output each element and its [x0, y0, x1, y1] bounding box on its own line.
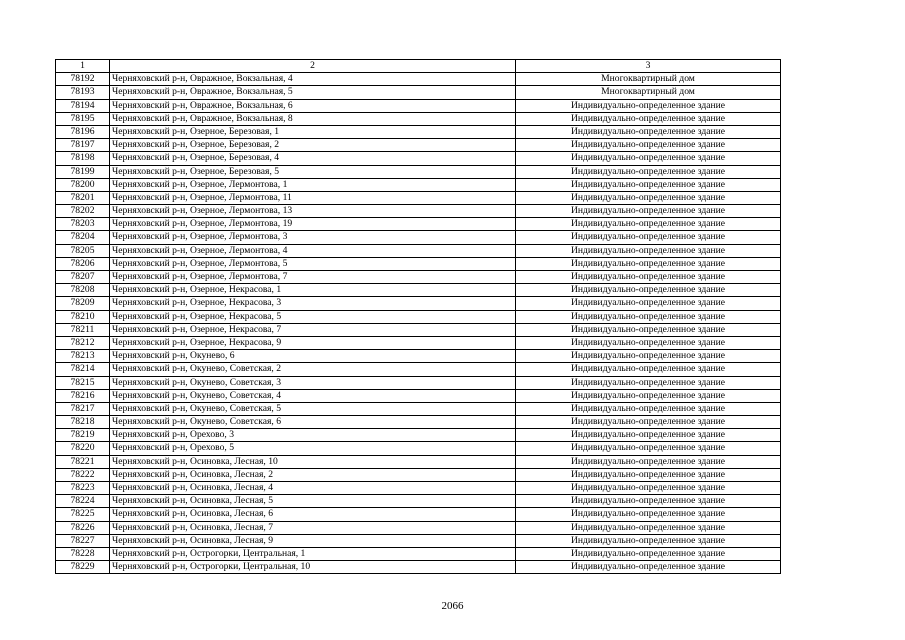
table-row [56, 495, 781, 508]
table-row [56, 389, 781, 402]
address-cell: Черняховский р-н, Овражное, Вокзальная, 5 [110, 86, 516, 99]
address-cell: Черняховский р-н, Осиновка, Лесная, 10 [110, 455, 516, 468]
table-row [56, 468, 781, 481]
building-type-cell: Многоквартирный дом [516, 73, 781, 86]
record-number: 78192 [56, 73, 110, 86]
record-number: 78211 [56, 323, 110, 336]
building-type-cell: Индивидуально-определенное здание [516, 99, 781, 112]
building-type-cell: Индивидуально-определенное здание [516, 508, 781, 521]
building-type-cell: Индивидуально-определенное здание [516, 389, 781, 402]
address-cell: Черняховский р-н, Озерное, Березовая, 2 [110, 139, 516, 152]
building-registry-table [55, 59, 781, 574]
record-number: 78223 [56, 482, 110, 495]
record-number: 78213 [56, 350, 110, 363]
table-row [56, 125, 781, 138]
table-header-row [56, 60, 781, 73]
table-row [56, 205, 781, 218]
table-row [56, 86, 781, 99]
address-cell: Черняховский р-н, Осиновка, Лесная, 5 [110, 495, 516, 508]
record-number: 78225 [56, 508, 110, 521]
address-cell: Черняховский р-н, Осиновка, Лесная, 7 [110, 521, 516, 534]
building-type-cell: Индивидуально-определенное здание [516, 231, 781, 244]
building-type-cell: Индивидуально-определенное здание [516, 112, 781, 125]
record-number: 78222 [56, 468, 110, 481]
address-cell: Черняховский р-н, Озерное, Лермонтова, 7 [110, 271, 516, 284]
table-row [56, 178, 781, 191]
building-type-cell: Индивидуально-определенное здание [516, 205, 781, 218]
building-type-cell: Индивидуально-определенное здание [516, 429, 781, 442]
table-row [56, 547, 781, 560]
record-number: 78202 [56, 205, 110, 218]
table-row [56, 73, 781, 86]
building-type-cell: Индивидуально-определенное здание [516, 178, 781, 191]
table-row [56, 139, 781, 152]
building-type-cell: Индивидуально-определенное здание [516, 416, 781, 429]
building-type-cell: Индивидуально-определенное здание [516, 534, 781, 547]
address-cell: Черняховский р-н, Острогорки, Центральная, 10 [110, 561, 516, 574]
record-number: 78208 [56, 284, 110, 297]
record-number: 78220 [56, 442, 110, 455]
address-cell: Черняховский р-н, Озерное, Лермонтова, 5 [110, 257, 516, 270]
address-cell: Черняховский р-н, Озерное, Березовая, 4 [110, 152, 516, 165]
column-header-1: 1 [56, 60, 110, 73]
address-cell: Черняховский р-н, Озерное, Лермонтова, 19 [110, 218, 516, 231]
table-row [56, 231, 781, 244]
table-row [56, 336, 781, 349]
address-cell: Черняховский р-н, Озерное, Некрасова, 7 [110, 323, 516, 336]
record-number: 78206 [56, 257, 110, 270]
table-row [56, 152, 781, 165]
record-number: 78193 [56, 86, 110, 99]
address-cell: Черняховский р-н, Окунево, Советская, 4 [110, 389, 516, 402]
record-number: 78226 [56, 521, 110, 534]
table-row [56, 99, 781, 112]
table-row [56, 297, 781, 310]
record-number: 78204 [56, 231, 110, 244]
building-type-cell: Индивидуально-определенное здание [516, 482, 781, 495]
address-cell: Черняховский р-н, Овражное, Вокзальная, 8 [110, 112, 516, 125]
address-cell: Черняховский р-н, Озерное, Лермонтова, 3 [110, 231, 516, 244]
building-type-cell: Индивидуально-определенное здание [516, 139, 781, 152]
record-number: 78195 [56, 112, 110, 125]
record-number: 78210 [56, 310, 110, 323]
address-cell: Черняховский р-н, Озерное, Березовая, 5 [110, 165, 516, 178]
address-cell: Черняховский р-н, Озерное, Некрасова, 1 [110, 284, 516, 297]
building-type-cell: Индивидуально-определенное здание [516, 297, 781, 310]
record-number: 78205 [56, 244, 110, 257]
record-number: 78219 [56, 429, 110, 442]
address-cell: Черняховский р-н, Осиновка, Лесная, 4 [110, 482, 516, 495]
record-number: 78201 [56, 191, 110, 204]
record-number: 78215 [56, 376, 110, 389]
table-row [56, 482, 781, 495]
address-cell: Черняховский р-н, Осиновка, Лесная, 9 [110, 534, 516, 547]
record-number: 78229 [56, 561, 110, 574]
building-type-cell: Индивидуально-определенное здание [516, 191, 781, 204]
building-type-cell: Индивидуально-определенное здание [516, 336, 781, 349]
record-number: 78218 [56, 416, 110, 429]
address-cell: Черняховский р-н, Озерное, Некрасова, 5 [110, 310, 516, 323]
address-cell: Черняховский р-н, Озерное, Лермонтова, 1 [110, 178, 516, 191]
building-type-cell: Индивидуально-определенное здание [516, 468, 781, 481]
table-row [56, 323, 781, 336]
record-number: 78228 [56, 547, 110, 560]
building-type-cell: Индивидуально-определенное здание [516, 152, 781, 165]
table-row [56, 363, 781, 376]
record-number: 78199 [56, 165, 110, 178]
table-row [56, 350, 781, 363]
building-type-cell: Индивидуально-определенное здание [516, 218, 781, 231]
building-type-cell: Индивидуально-определенное здание [516, 323, 781, 336]
table-row [56, 508, 781, 521]
building-type-cell: Индивидуально-определенное здание [516, 350, 781, 363]
table-row [56, 165, 781, 178]
address-cell: Черняховский р-н, Озерное, Лермонтова, 4 [110, 244, 516, 257]
record-number: 78200 [56, 178, 110, 191]
address-cell: Черняховский р-н, Овражное, Вокзальная, 6 [110, 99, 516, 112]
building-type-cell: Индивидуально-определенное здание [516, 495, 781, 508]
building-type-cell: Индивидуально-определенное здание [516, 125, 781, 138]
table-row [56, 310, 781, 323]
building-type-cell: Индивидуально-определенное здание [516, 310, 781, 323]
table-row [56, 455, 781, 468]
column-header-2: 2 [110, 60, 516, 73]
address-cell: Черняховский р-н, Окунево, Советская, 2 [110, 363, 516, 376]
table-row [56, 534, 781, 547]
table-row [56, 271, 781, 284]
record-number: 78203 [56, 218, 110, 231]
record-number: 78207 [56, 271, 110, 284]
address-cell: Черняховский р-н, Озерное, Лермонтова, 11 [110, 191, 516, 204]
building-type-cell: Индивидуально-определенное здание [516, 244, 781, 257]
record-number: 78224 [56, 495, 110, 508]
table-row [56, 416, 781, 429]
table-row [56, 218, 781, 231]
building-type-cell: Индивидуально-определенное здание [516, 442, 781, 455]
address-cell: Черняховский р-н, Окунево, Советская, 3 [110, 376, 516, 389]
table-row [56, 284, 781, 297]
address-cell: Черняховский р-н, Острогорки, Центральная, 1 [110, 547, 516, 560]
building-type-cell: Индивидуально-определенное здание [516, 561, 781, 574]
building-type-cell: Индивидуально-определенное здание [516, 284, 781, 297]
address-cell: Черняховский р-н, Овражное, Вокзальная, 4 [110, 73, 516, 86]
table-row [56, 112, 781, 125]
building-type-cell: Индивидуально-определенное здание [516, 547, 781, 560]
address-cell: Черняховский р-н, Осиновка, Лесная, 6 [110, 508, 516, 521]
address-cell: Черняховский р-н, Озерное, Некрасова, 9 [110, 336, 516, 349]
record-number: 78212 [56, 336, 110, 349]
building-type-cell: Многоквартирный дом [516, 86, 781, 99]
column-header-3: 3 [516, 60, 781, 73]
address-cell: Черняховский р-н, Окунево, Советская, 6 [110, 416, 516, 429]
building-type-cell: Индивидуально-определенное здание [516, 363, 781, 376]
record-number: 78221 [56, 455, 110, 468]
record-number: 78214 [56, 363, 110, 376]
record-number: 78198 [56, 152, 110, 165]
record-number: 78197 [56, 139, 110, 152]
page-number: 2066 [441, 600, 464, 612]
record-number: 78216 [56, 389, 110, 402]
address-cell: Черняховский р-н, Орехово, 5 [110, 442, 516, 455]
table-row [56, 402, 781, 415]
record-number: 78196 [56, 125, 110, 138]
building-type-cell: Индивидуально-определенное здание [516, 402, 781, 415]
record-number: 78194 [56, 99, 110, 112]
record-number: 78227 [56, 534, 110, 547]
table-row [56, 244, 781, 257]
table-row [56, 376, 781, 389]
address-cell: Черняховский р-н, Озерное, Березовая, 1 [110, 125, 516, 138]
address-cell: Черняховский р-н, Осиновка, Лесная, 2 [110, 468, 516, 481]
table-row [56, 191, 781, 204]
table-row [56, 561, 781, 574]
table-body [56, 73, 781, 574]
record-number: 78209 [56, 297, 110, 310]
table-row [56, 429, 781, 442]
address-cell: Черняховский р-н, Окунево, 6 [110, 350, 516, 363]
table-row [56, 442, 781, 455]
address-cell: Черняховский р-н, Озерное, Некрасова, 3 [110, 297, 516, 310]
building-type-cell: Индивидуально-определенное здание [516, 521, 781, 534]
address-cell: Черняховский р-н, Озерное, Лермонтова, 13 [110, 205, 516, 218]
building-type-cell: Индивидуально-определенное здание [516, 257, 781, 270]
building-type-cell: Индивидуально-определенное здание [516, 271, 781, 284]
table-row [56, 521, 781, 534]
building-type-cell: Индивидуально-определенное здание [516, 455, 781, 468]
address-cell: Черняховский р-н, Орехово, 3 [110, 429, 516, 442]
building-type-cell: Индивидуально-определенное здание [516, 165, 781, 178]
address-cell: Черняховский р-н, Окунево, Советская, 5 [110, 402, 516, 415]
record-number: 78217 [56, 402, 110, 415]
table-row [56, 257, 781, 270]
building-type-cell: Индивидуально-определенное здание [516, 376, 781, 389]
